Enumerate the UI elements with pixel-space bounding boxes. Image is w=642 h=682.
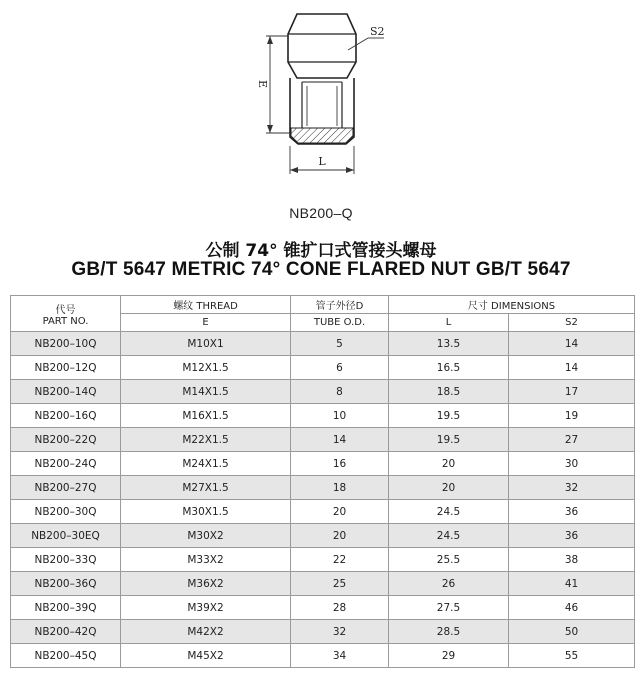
cell-part-no: NB200–12Q — [11, 356, 121, 380]
table-row — [11, 548, 635, 572]
dim-l-label: L — [318, 155, 326, 168]
cell-tube-od: 34 — [291, 644, 389, 668]
cell-tube-od: 18 — [291, 476, 389, 500]
header-dimensions: 尺寸 DIMENSIONS — [389, 296, 635, 314]
cell-l: 18.5 — [389, 380, 509, 404]
cell-thread: M12X1.5 — [121, 356, 291, 380]
cell-l: 28.5 — [389, 620, 509, 644]
table-row — [11, 332, 635, 356]
cell-tube-od: 25 — [291, 572, 389, 596]
dim-e-label: E — [256, 79, 269, 89]
cell-part-no: NB200–24Q — [11, 452, 121, 476]
cell-part-no: NB200–45Q — [11, 644, 121, 668]
cell-s2: 27 — [509, 428, 635, 452]
cell-part-no: NB200–36Q — [11, 572, 121, 596]
table-row — [11, 476, 635, 500]
table-row — [11, 356, 635, 380]
dim-s2-label: S2 — [370, 25, 385, 38]
cell-l: 24.5 — [389, 500, 509, 524]
cell-thread: M10X1 — [121, 332, 291, 356]
table-row — [11, 524, 635, 548]
hex-head-outline — [288, 14, 356, 78]
cell-part-no: NB200–30Q — [11, 500, 121, 524]
cell-l: 24.5 — [389, 524, 509, 548]
cell-thread: M24X1.5 — [121, 452, 291, 476]
cell-part-no: NB200–30EQ — [11, 524, 121, 548]
cell-part-no: NB200–42Q — [11, 620, 121, 644]
title-english: GB/T 5647 METRIC 74° CONE FLARED NUT GB/T 5647 — [71, 259, 571, 280]
header-tube-en: TUBE O.D. — [291, 314, 389, 332]
cell-l: 25.5 — [389, 548, 509, 572]
cell-thread: M30X1.5 — [121, 500, 291, 524]
cell-s2: 50 — [509, 620, 635, 644]
cell-s2: 55 — [509, 644, 635, 668]
header-part-cn: 代号 — [55, 304, 76, 316]
cell-l: 27.5 — [389, 596, 509, 620]
cell-part-no: NB200–27Q — [11, 476, 121, 500]
cell-s2: 30 — [509, 452, 635, 476]
cell-tube-od: 14 — [291, 428, 389, 452]
table-row — [11, 644, 635, 668]
cell-tube-od: 20 — [291, 524, 389, 548]
header-thread: 螺纹 THREAD — [121, 296, 291, 314]
cell-l: 29 — [389, 644, 509, 668]
table-row — [11, 572, 635, 596]
header-part-en: PART NO. — [42, 315, 89, 327]
cell-tube-od: 20 — [291, 500, 389, 524]
cell-thread: M22X1.5 — [121, 428, 291, 452]
cell-l: 16.5 — [389, 356, 509, 380]
cell-s2: 17 — [509, 380, 635, 404]
s2-leader — [348, 38, 368, 50]
cell-tube-od: 28 — [291, 596, 389, 620]
table-header-row-1 — [11, 296, 635, 314]
cell-tube-od: 16 — [291, 452, 389, 476]
cell-l: 20 — [389, 476, 509, 500]
table-row — [11, 452, 635, 476]
cell-thread: M42X2 — [121, 620, 291, 644]
cell-thread: M45X2 — [121, 644, 291, 668]
dim-l-arrow-right — [346, 167, 354, 173]
dimensions-table — [10, 295, 635, 668]
header-tube-cn: 管子外径D — [291, 296, 389, 314]
cell-part-no: NB200–22Q — [11, 428, 121, 452]
cell-s2: 41 — [509, 572, 635, 596]
cell-thread: M27X1.5 — [121, 476, 291, 500]
dim-e-arrow-bottom — [267, 125, 273, 133]
header-l: L — [389, 314, 509, 332]
cell-thread: M16X1.5 — [121, 404, 291, 428]
table-row — [11, 428, 635, 452]
cell-s2: 36 — [509, 524, 635, 548]
cell-l: 19.5 — [389, 428, 509, 452]
cell-tube-od: 8 — [291, 380, 389, 404]
cell-thread: M33X2 — [121, 548, 291, 572]
cell-l: 26 — [389, 572, 509, 596]
cell-tube-od: 6 — [291, 356, 389, 380]
header-thread-e: E — [121, 314, 291, 332]
table-row — [11, 620, 635, 644]
cell-l: 13.5 — [389, 332, 509, 356]
cell-s2: 32 — [509, 476, 635, 500]
cell-s2: 19 — [509, 404, 635, 428]
table-row — [11, 380, 635, 404]
cell-s2: 14 — [509, 356, 635, 380]
cell-part-no: NB200–16Q — [11, 404, 121, 428]
header-part-no — [11, 296, 121, 332]
cell-s2: 38 — [509, 548, 635, 572]
header-s2: S2 — [509, 314, 635, 332]
table-row — [11, 404, 635, 428]
cell-l: 20 — [389, 452, 509, 476]
title-chinese: 公制 74° 锥扩口式管接头螺母 — [205, 241, 437, 261]
cell-part-no: NB200–10Q — [11, 332, 121, 356]
table-row — [11, 500, 635, 524]
cell-tube-od: 22 — [291, 548, 389, 572]
cell-thread: M14X1.5 — [121, 380, 291, 404]
model-number: NB200–Q — [289, 205, 353, 221]
cell-s2: 46 — [509, 596, 635, 620]
nut-technical-drawing — [0, 0, 642, 200]
cell-l: 19.5 — [389, 404, 509, 428]
dim-l-arrow-left — [290, 167, 298, 173]
cell-tube-od: 5 — [291, 332, 389, 356]
cell-part-no: NB200–33Q — [11, 548, 121, 572]
cell-part-no: NB200–39Q — [11, 596, 121, 620]
cell-thread: M30X2 — [121, 524, 291, 548]
flare-section-hatch — [291, 128, 353, 143]
cell-s2: 36 — [509, 500, 635, 524]
cell-thread: M36X2 — [121, 572, 291, 596]
cell-thread: M39X2 — [121, 596, 291, 620]
cell-tube-od: 10 — [291, 404, 389, 428]
dim-e-arrow-top — [267, 36, 273, 44]
table-row — [11, 596, 635, 620]
cell-part-no: NB200–14Q — [11, 380, 121, 404]
cell-tube-od: 32 — [291, 620, 389, 644]
cell-s2: 14 — [509, 332, 635, 356]
